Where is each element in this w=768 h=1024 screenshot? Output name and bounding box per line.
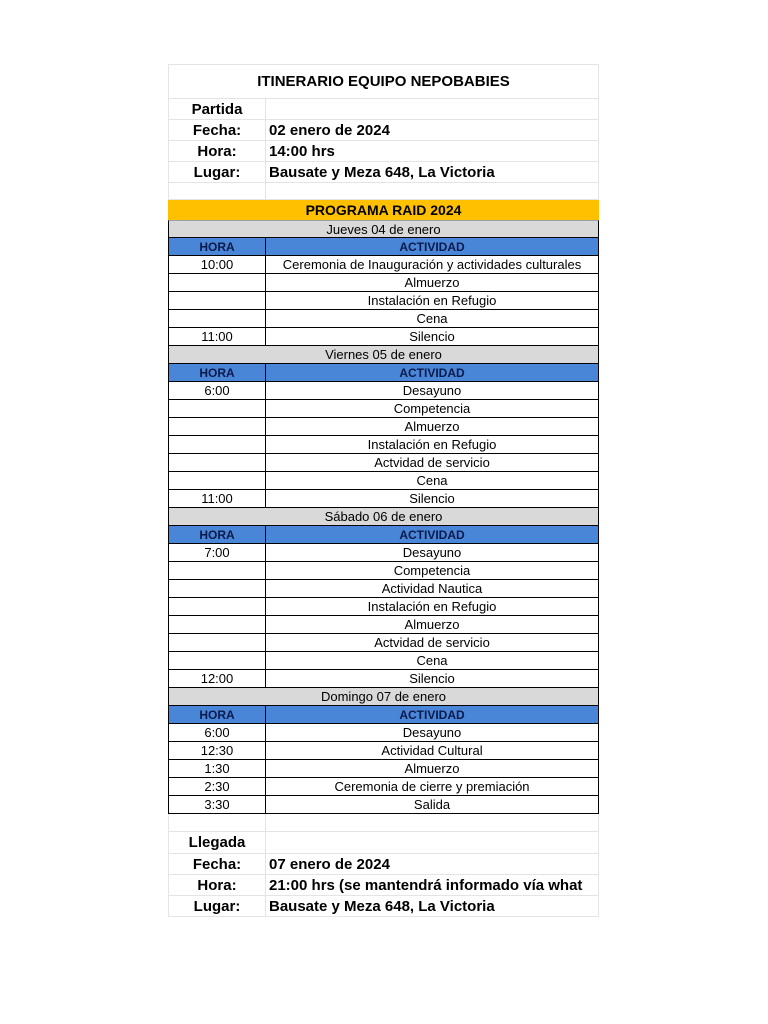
partida-value: Bausate y Meza 648, La Victoria [266,162,599,183]
column-header-row [168,238,599,256]
llegada-row [168,854,599,875]
activity-row [168,598,599,616]
programa-title: PROGRAMA RAID 2024 [168,200,599,220]
hora-cell: 11:00 [168,328,266,346]
hora-column-header: HORA [168,238,266,256]
activity-row [168,742,599,760]
hora-cell [168,436,266,454]
hora-cell [168,634,266,652]
hora-column-header: HORA [168,364,266,382]
partida-row [168,141,599,162]
llegada-row [168,896,599,917]
hora-cell [168,292,266,310]
actividad-cell: Ceremonia de Inauguración y actividades culturales [266,256,599,274]
column-header-row [168,706,599,724]
actividad-cell: Almuerzo [266,274,599,292]
partida-heading: Partida [168,99,266,120]
actividad-cell: Almuerzo [266,760,599,778]
actividad-cell: Desayuno [266,544,599,562]
llegada-value: 07 enero de 2024 [266,854,599,875]
itinerary-sheet [168,64,599,917]
actividad-column-header: ACTIVIDAD [266,364,599,382]
partida-value: 02 enero de 2024 [266,120,599,141]
day-header: Jueves 04 de enero [168,220,599,238]
partida-label: Fecha: [168,120,266,141]
actividad-cell: Salida [266,796,599,814]
hora-cell: 12:30 [168,742,266,760]
actividad-cell: Competencia [266,400,599,418]
activity-row [168,562,599,580]
actividad-cell: Instalación en Refugio [266,292,599,310]
partida-label: Hora: [168,141,266,162]
hora-cell [168,454,266,472]
hora-cell [168,616,266,634]
hora-cell [168,652,266,670]
activity-row [168,328,599,346]
hora-cell: 6:00 [168,724,266,742]
llegada-label: Fecha: [168,854,266,875]
actividad-cell: Silencio [266,670,599,688]
actividad-column-header: ACTIVIDAD [266,238,599,256]
empty-cell [266,99,599,120]
actividad-cell: Cena [266,472,599,490]
activity-row [168,256,599,274]
activity-row [168,652,599,670]
partida-row [168,120,599,141]
llegada-value: Bausate y Meza 648, La Victoria [266,896,599,917]
activity-row [168,580,599,598]
hora-cell [168,598,266,616]
column-header-row [168,364,599,382]
hora-cell: 12:00 [168,670,266,688]
activity-row [168,472,599,490]
activity-row [168,274,599,292]
activity-row [168,724,599,742]
actividad-cell: Actividad Nautica [266,580,599,598]
hora-cell [168,580,266,598]
day-header: Sábado 06 de enero [168,508,599,526]
partida-label: Lugar: [168,162,266,183]
activity-row [168,454,599,472]
llegada-heading-row [168,832,599,854]
activity-row [168,544,599,562]
llegada-heading: Llegada [168,832,266,854]
activity-row [168,418,599,436]
hora-cell: 1:30 [168,760,266,778]
hora-cell: 10:00 [168,256,266,274]
sheet-title: ITINERARIO EQUIPO NEPOBABIES [168,64,599,99]
actividad-cell: Almuerzo [266,616,599,634]
actividad-cell: Almuerzo [266,418,599,436]
day-header: Viernes 05 de enero [168,346,599,364]
actividad-cell: Cena [266,652,599,670]
actividad-column-header: ACTIVIDAD [266,526,599,544]
hora-column-header: HORA [168,706,266,724]
hora-cell [168,472,266,490]
llegada-label: Hora: [168,875,266,896]
hora-cell [168,310,266,328]
hora-cell [168,274,266,292]
hora-cell [168,562,266,580]
activity-row [168,796,599,814]
activity-row [168,292,599,310]
hora-cell: 3:30 [168,796,266,814]
actividad-cell: Actvidad de servicio [266,454,599,472]
partida-value: 14:00 hrs [266,141,599,162]
activity-row [168,634,599,652]
actividad-cell: Silencio [266,490,599,508]
actividad-column-header: ACTIVIDAD [266,706,599,724]
hora-cell [168,400,266,418]
hora-column-header: HORA [168,526,266,544]
llegada-row [168,875,599,896]
activity-row [168,490,599,508]
actividad-cell: Actvidad de servicio [266,634,599,652]
llegada-value: 21:00 hrs (se mantendrá informado vía what [266,875,599,896]
actividad-cell: Desayuno [266,382,599,400]
partida-heading-row [168,99,599,120]
hora-cell: 6:00 [168,382,266,400]
activity-row [168,670,599,688]
actividad-cell: Silencio [266,328,599,346]
activity-row [168,778,599,796]
column-header-row [168,526,599,544]
hora-cell: 11:00 [168,490,266,508]
activity-row [168,310,599,328]
spacer-row [168,814,599,832]
hora-cell: 2:30 [168,778,266,796]
activity-row [168,436,599,454]
spacer-row [168,183,599,200]
empty-cell [266,832,599,854]
actividad-cell: Ceremonia de cierre y premiación [266,778,599,796]
activity-row [168,400,599,418]
hora-cell: 7:00 [168,544,266,562]
activity-row [168,760,599,778]
actividad-cell: Instalación en Refugio [266,436,599,454]
activity-row [168,616,599,634]
hora-cell [168,418,266,436]
llegada-label: Lugar: [168,896,266,917]
partida-row [168,162,599,183]
day-header: Domingo 07 de enero [168,688,599,706]
actividad-cell: Competencia [266,562,599,580]
actividad-cell: Desayuno [266,724,599,742]
actividad-cell: Actividad Cultural [266,742,599,760]
actividad-cell: Instalación en Refugio [266,598,599,616]
actividad-cell: Cena [266,310,599,328]
activity-row [168,382,599,400]
